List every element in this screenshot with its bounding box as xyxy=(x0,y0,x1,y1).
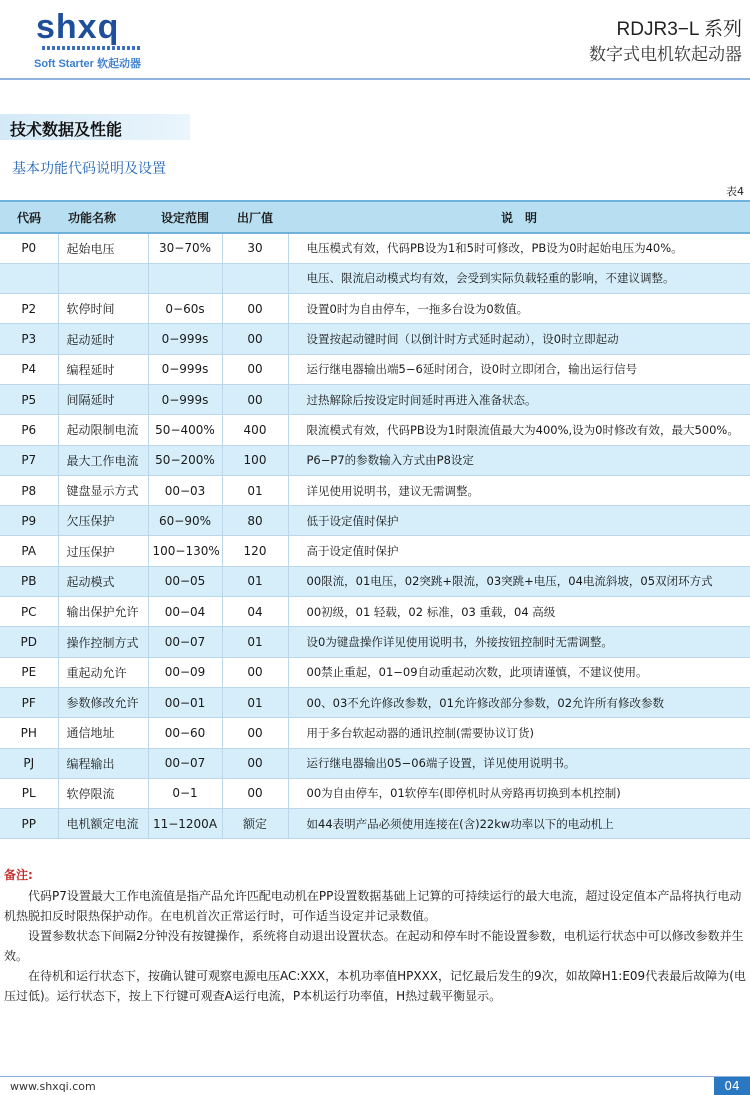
cell-function-name: 通信地址 xyxy=(58,718,148,748)
cell-description: 电压、限流启动模式均有效，会受到实际负载轻重的影响，不建议调整。 xyxy=(288,263,750,293)
cell-code: PD xyxy=(0,627,58,657)
cell-setting-range: 00−07 xyxy=(148,748,222,778)
cell-setting-range: 50−200% xyxy=(148,445,222,475)
cell-setting-range: 0−999s xyxy=(148,324,222,354)
cell-function-name: 操作控制方式 xyxy=(58,627,148,657)
cell-description: 运行继电器输出05−06端子设置，详见使用说明书。 xyxy=(288,748,750,778)
cell-factory-value: 00 xyxy=(222,384,288,414)
cell-description: 00为自由停车，01软停车(即停机时从旁路再切换到本机控制) xyxy=(288,778,750,808)
cell-setting-range: 100−130% xyxy=(148,536,222,566)
cell-setting-range: 00−04 xyxy=(148,597,222,627)
cell-setting-range: 0−60s xyxy=(148,294,222,324)
table-row xyxy=(0,657,750,687)
cell-setting-range: 0−999s xyxy=(148,354,222,384)
cell-setting-range: 00−09 xyxy=(148,657,222,687)
cell-factory-value: 00 xyxy=(222,778,288,808)
cell-function-name: 起动模式 xyxy=(58,566,148,596)
cell-setting-range: 0−999s xyxy=(148,384,222,414)
cell-function-name: 起动延时 xyxy=(58,324,148,354)
cell-code: PF xyxy=(0,687,58,717)
cell-function-name: 起始电压 xyxy=(58,233,148,263)
table-row xyxy=(0,506,750,536)
note-paragraph: 在待机和运行状态下，按确认键可观察电源电压AC:XXX，本机功率值HPXXX，记忆最后发生的9次，如故障H1:E09代表最后故障为(电压过低)。运行状态下，按上下行键可观查A运行电流，P本机运行功率值，H热过载平衡显示。 xyxy=(4,969,746,1003)
cell-description: P6−P7的参数输入方式由P8设定 xyxy=(288,445,750,475)
header-factory-value: 出厂值 xyxy=(222,201,288,233)
cell-code: PE xyxy=(0,657,58,687)
header-setting-range: 设定范围 xyxy=(148,201,222,233)
cell-factory-value: 01 xyxy=(222,475,288,505)
cell-code: P3 xyxy=(0,324,58,354)
table-row xyxy=(0,597,750,627)
cell-factory-value: 额定 xyxy=(222,809,288,839)
cell-factory-value: 80 xyxy=(222,506,288,536)
section-title: 技术数据及性能 xyxy=(10,120,123,139)
cell-description: 高于设定值时保护 xyxy=(288,536,750,566)
cell-description: 00限流，01电压，02突跳+限流，03突跳+电压，04电流斜坡，05双闭环方式 xyxy=(288,566,750,596)
cell-code: P0 xyxy=(0,233,58,263)
cell-description: 电压模式有效，代码PB设为1和5时可修改，PB设为0时起始电压为40%。 xyxy=(288,233,750,263)
cell-setting-range xyxy=(148,263,222,293)
cell-function-name: 输出保护允许 xyxy=(58,597,148,627)
cell-factory-value: 120 xyxy=(222,536,288,566)
cell-code: PL xyxy=(0,778,58,808)
cell-function-name xyxy=(58,263,148,293)
cell-setting-range: 00−05 xyxy=(148,566,222,596)
cell-factory-value: 00 xyxy=(222,718,288,748)
table-row xyxy=(0,627,750,657)
cell-description: 设置按起动键时间（以倒计时方式延时起动），设0时立即起动 xyxy=(288,324,750,354)
cell-function-name: 重起动允许 xyxy=(58,657,148,687)
table-row xyxy=(0,324,750,354)
cell-code: P2 xyxy=(0,294,58,324)
note-paragraph: 设置参数状态下间隔2分钟没有按键操作，系统将自动退出设置状态。在起动和停车时不能设置参数，电机运行状态中可以修改参数并生效。 xyxy=(4,929,744,963)
cell-function-name: 间隔延时 xyxy=(58,384,148,414)
cell-factory-value: 00 xyxy=(222,748,288,778)
cell-function-name: 欠压保护 xyxy=(58,506,148,536)
cell-description: 详见使用说明书，建议无需调整。 xyxy=(288,475,750,505)
cell-function-name: 过压保护 xyxy=(58,536,148,566)
cell-setting-range: 00−01 xyxy=(148,687,222,717)
cell-code: PB xyxy=(0,566,58,596)
cell-setting-range: 00−03 xyxy=(148,475,222,505)
cell-code: PA xyxy=(0,536,58,566)
cell-function-name: 参数修改允许 xyxy=(58,687,148,717)
cell-description: 设0为键盘操作详见使用说明书，外接按钮控制时无需调整。 xyxy=(288,627,750,657)
product-series: RDJR3−L 系列 xyxy=(616,19,742,40)
table-row xyxy=(0,687,750,717)
cell-factory-value xyxy=(222,263,288,293)
cell-factory-value: 00 xyxy=(222,657,288,687)
cell-factory-value: 01 xyxy=(222,687,288,717)
cell-description: 如44表明产品必须使用连接在(含)22kw功率以下的电动机上 xyxy=(288,809,750,839)
cell-description: 设置0时为自由停车，一拖多台设为0数值。 xyxy=(288,294,750,324)
cell-code: P7 xyxy=(0,445,58,475)
cell-code: PP xyxy=(0,809,58,839)
cell-description: 00禁止重起，01−09自动重起动次数，此项请谨慎，不建议使用。 xyxy=(288,657,750,687)
cell-factory-value: 01 xyxy=(222,627,288,657)
cell-description: 00初级，01 轻载，02 标准，03 重载，04 高级 xyxy=(288,597,750,627)
table-row xyxy=(0,475,750,505)
table-row xyxy=(0,233,750,263)
cell-setting-range: 00−07 xyxy=(148,627,222,657)
cell-description: 低于设定值时保护 xyxy=(288,506,750,536)
product-subtitle: 数字式电机软起动器 xyxy=(589,45,742,65)
table-row xyxy=(0,536,750,566)
company-logo xyxy=(34,8,164,70)
cell-function-name: 软停限流 xyxy=(58,778,148,808)
table-row xyxy=(0,415,750,445)
cell-code: P5 xyxy=(0,384,58,414)
footer-url[interactable]: www.shxqi.com xyxy=(10,1080,96,1093)
table-row xyxy=(0,263,750,293)
cell-setting-range: 0−1 xyxy=(148,778,222,808)
table-row xyxy=(0,384,750,414)
cell-description: 运行继电器输出端5−6延时闭合，设0时立即闭合，输出运行信号 xyxy=(288,354,750,384)
notes-label: 备注: xyxy=(4,868,33,882)
logo-tagline: Soft Starter 软起动器 xyxy=(34,58,141,70)
cell-code: PJ xyxy=(0,748,58,778)
cell-description: 用于多台软起动器的通讯控制(需要协议订货) xyxy=(288,718,750,748)
header-description: 说 明 xyxy=(288,201,750,233)
cell-code: P8 xyxy=(0,475,58,505)
cell-function-name: 最大工作电流 xyxy=(58,445,148,475)
table-row xyxy=(0,294,750,324)
cell-setting-range: 50−400% xyxy=(148,415,222,445)
function-code-table xyxy=(0,200,750,839)
table-header-row xyxy=(0,201,750,233)
cell-description: 00、03不允许修改参数，01允许修改部分参数，02允许所有修改参数 xyxy=(288,687,750,717)
page-number: 04 xyxy=(714,1077,750,1095)
table-row xyxy=(0,354,750,384)
header-divider xyxy=(0,78,750,80)
logo-underline xyxy=(42,46,142,50)
header-code: 代码 xyxy=(0,201,58,233)
cell-factory-value: 00 xyxy=(222,354,288,384)
table-number: 表4 xyxy=(726,185,744,198)
cell-setting-range: 11−1200A xyxy=(148,809,222,839)
logo-wordmark: shxq xyxy=(36,8,120,46)
cell-code xyxy=(0,263,58,293)
cell-factory-value: 00 xyxy=(222,324,288,354)
cell-setting-range: 60−90% xyxy=(148,506,222,536)
notes-block xyxy=(4,886,746,1006)
table-row xyxy=(0,718,750,748)
table-row xyxy=(0,809,750,839)
cell-factory-value: 30 xyxy=(222,233,288,263)
cell-code: P6 xyxy=(0,415,58,445)
cell-factory-value: 00 xyxy=(222,294,288,324)
cell-code: PC xyxy=(0,597,58,627)
cell-description: 限流模式有效，代码PB设为1时限流值最大为400%,设为0时修改有效，最大500%。 xyxy=(288,415,750,445)
table-row xyxy=(0,566,750,596)
cell-function-name: 软停时间 xyxy=(58,294,148,324)
table-row xyxy=(0,778,750,808)
header-function-name: 功能名称 xyxy=(58,201,148,233)
table-row xyxy=(0,445,750,475)
note-paragraph: 代码P7设置最大工作电流值是指产品允许匹配电动机在PP设置数据基础上记算的可持续运行的最大电流，超过设定值本产品将执行电动机热脱扣反时限热保护动作。在电机首次正常运行时，可作适当设定并记录数值。 xyxy=(4,889,742,923)
cell-code: P9 xyxy=(0,506,58,536)
cell-setting-range: 00−60 xyxy=(148,718,222,748)
footer-divider xyxy=(0,1076,750,1077)
cell-code: P4 xyxy=(0,354,58,384)
cell-function-name: 键盘显示方式 xyxy=(58,475,148,505)
cell-setting-range: 30−70% xyxy=(148,233,222,263)
cell-function-name: 编程延时 xyxy=(58,354,148,384)
cell-function-name: 编程输出 xyxy=(58,748,148,778)
table-body xyxy=(0,233,750,839)
cell-factory-value: 100 xyxy=(222,445,288,475)
cell-factory-value: 400 xyxy=(222,415,288,445)
cell-description: 过热解除后按设定时间延时再进入准备状态。 xyxy=(288,384,750,414)
subsection-title: 基本功能代码说明及设置 xyxy=(12,161,166,177)
cell-function-name: 起动限制电流 xyxy=(58,415,148,445)
cell-function-name: 电机额定电流 xyxy=(58,809,148,839)
cell-code: PH xyxy=(0,718,58,748)
table-row xyxy=(0,748,750,778)
cell-factory-value: 01 xyxy=(222,566,288,596)
cell-factory-value: 04 xyxy=(222,597,288,627)
